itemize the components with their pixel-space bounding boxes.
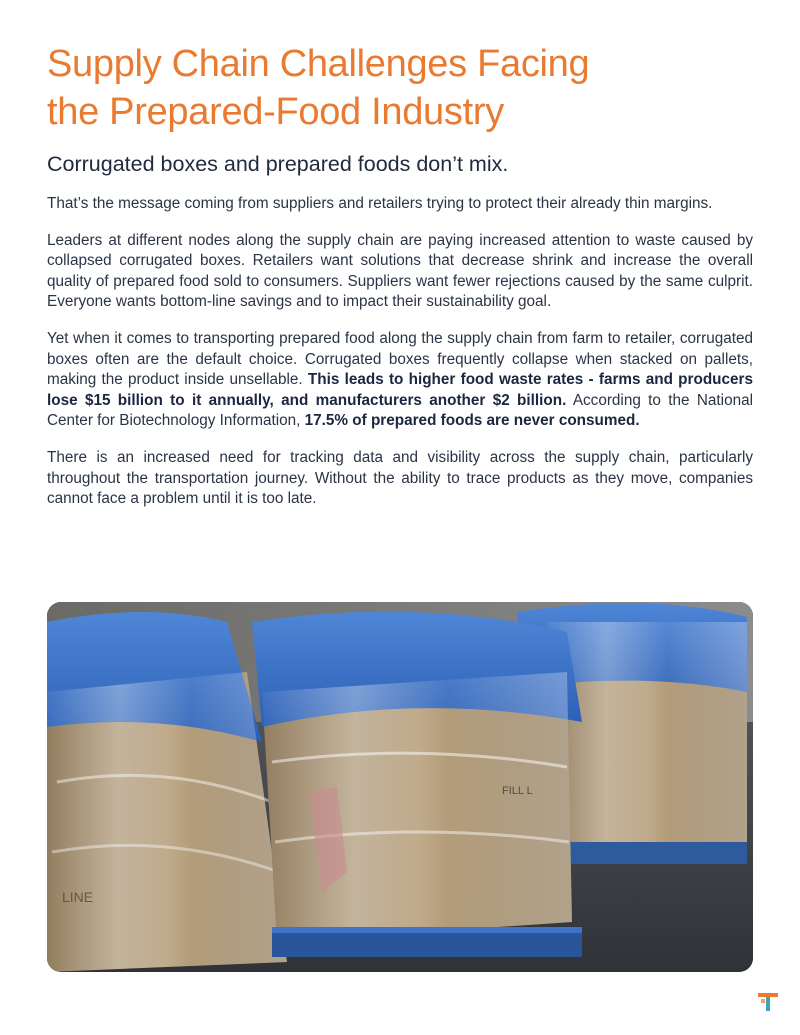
paragraph-2: Leaders at different nodes along the supply chain are paying increased attention to waste caused by collapsed corrugated boxes. Retailers want solutions that decrease shrink and increase the overall quality of prepared food sold to consumers. Suppliers want fewer rejections caused by the same culprit. Everyone wants bottom-line savings and to impact their sustainability goal.	[47, 231, 753, 311]
pallet-photo	[47, 602, 753, 972]
page-title	[47, 40, 753, 136]
box-label-left: LINE	[62, 889, 94, 905]
paragraph-1: That’s the message coming from suppliers and retailers trying to protect their already thin margins.	[47, 195, 713, 212]
paragraph-3-text-a: Yet when it comes to transporting prepared food along the supply chain from farm to retailer, corrugated boxes often are the default choice. Corrugated boxes frequently collapse when stacked on pallets, making the product inside unsellable.	[47, 329, 753, 389]
paragraph-3-bold-2: 17.5% of prepared foods are never consumed.	[304, 412, 640, 430]
title-line-1: Supply Chain Challenges Facing	[47, 43, 590, 85]
box-label-center: FILL L	[502, 785, 533, 797]
title-line-2: the Prepared-Food Industry	[47, 91, 504, 133]
document-body	[47, 40, 753, 510]
paragraph-4: There is an increased need for tracking data and visibility across the supply chain, particularly throughout the transportation journey. Without the ability to trace products as they move, companies cannot face a problem until it is too late.	[47, 448, 753, 508]
gallon-container-center	[252, 612, 582, 957]
paragraph-3-text-b: According to the National Center for Biotechnology Information,	[47, 391, 754, 430]
paragraph-3-bold-1: This leads to higher food waste rates - farms and producers lose $15 billion to it annually, and manufacturers another $2 billion.	[47, 371, 753, 409]
paragraph-3	[47, 329, 753, 432]
brand-logo-icon	[757, 991, 779, 1013]
subtitle: Corrugated boxes and prepared foods don’t mix.	[47, 152, 509, 176]
